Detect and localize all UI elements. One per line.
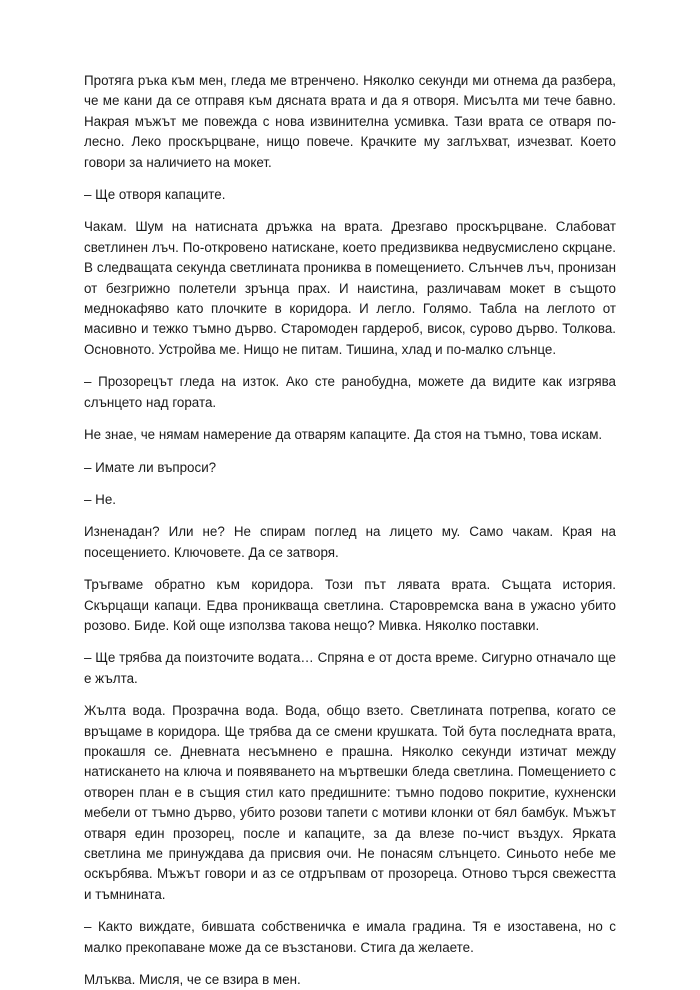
- paragraph-1: Протяга ръка към мен, гледа ме втренчено. Няколко секунди ми отнема да разбера, че ме кани да се отправя към дясната врата и да я отворя. Мисълта ми тече бавно. Накрая мъжът ме повежда с нова извинителна усмивка. Тази врата се отваря по-лесно. Леко проскърцване, нищо повече. Крачките му заглъхват, изчезват. Което говори за наличието на мокет.: [84, 73, 616, 170]
- paragraph-9: Тръгваме обратно към коридора. Този път лявата врата. Същата история. Скърцащи капаци. Едва проникваща светлина. Старовремска вана в ужасно убито розово. Биде. Кой още използва такова нещо? Мивка. Няколко поставки.: [84, 577, 616, 633]
- paragraph-13: Млъква. Мисля, че се взира в мен.: [84, 972, 301, 988]
- paragraph-12: – Както виждате, бившата собственичка е имала градина. Тя е изоставена, но с малко прекопаване може да се възстанови. Стига да желаете.: [84, 919, 616, 955]
- paragraph-7: – Не.: [84, 491, 117, 507]
- paragraph-3: Чакам. Шум на натисната дръжка на врата. Дрезгаво проскърцване. Слабоват светлинен лъч. По-откровено натискане, което предизвиква недвусмислено скрцане. В следващата секунда светлината прониква в помещението. Слънчев лъч, пронизан от безгрижно полетели зрънца прах. И наистина, различавам мокет в същото меднокафяво като плочките в коридора. И легло. Голямо. Табла на леглото от масивно и тежко тъмно дърво. Старомоден гардероб, висок, сурово дърво. Толкова. Основното. Устройва ме. Нищо не питам. Тишина, хлад и по-малко слънце.: [84, 219, 616, 357]
- paragraph-8: Изненадан? Или не? Не спирам поглед на лицето му. Само чакам. Края на посещението. Ключовете. Да се затворя.: [84, 524, 616, 560]
- paragraph-10: – Ще трябва да поизточите водата… Спряна е от доста време. Сигурно отначало ще е жълта.: [84, 650, 616, 686]
- paragraph-11: Жълта вода. Прозрачна вода. Вода, общо взето. Светлината потрепва, когато се връщаме в коридора. Ще трябва да се смени крушката. Той бута последната врата, прокашля се. Дневната несъмнено е прашна. Няколко секунди изтичат между натискането на ключа и появяването на мъртвешки бледа светлина. Помещението с отворен план е в същия стил като предишните: тъмно подово покритие, кухненски мебели от тъмно дърво, убито розови тапети с мотиви клонки от бял бамбук. Мъжът отваря един прозорец, после и капаците, за да влезе по-чист въздух. Ярката светлина ме принуждава да присвия очи. Не понасям слънцето. Синьото небе ме оскърбява. Мъжът говори и аз се отдръпвам от прозореца. Отново търся свежестта и тъмнината.: [84, 703, 616, 902]
- paragraph-2: – Ще отворя капаците.: [84, 187, 226, 203]
- paragraph-5: Не знае, че нямам намерение да отварям капаците. Да стоя на тъмно, това искам.: [84, 427, 603, 443]
- paragraph-6: – Имате ли въпроси?: [84, 459, 217, 475]
- paragraph-4: – Прозорецът гледа на изток. Ако сте ранобудна, можете да видите как изгрява слънцето над гората.: [84, 374, 616, 410]
